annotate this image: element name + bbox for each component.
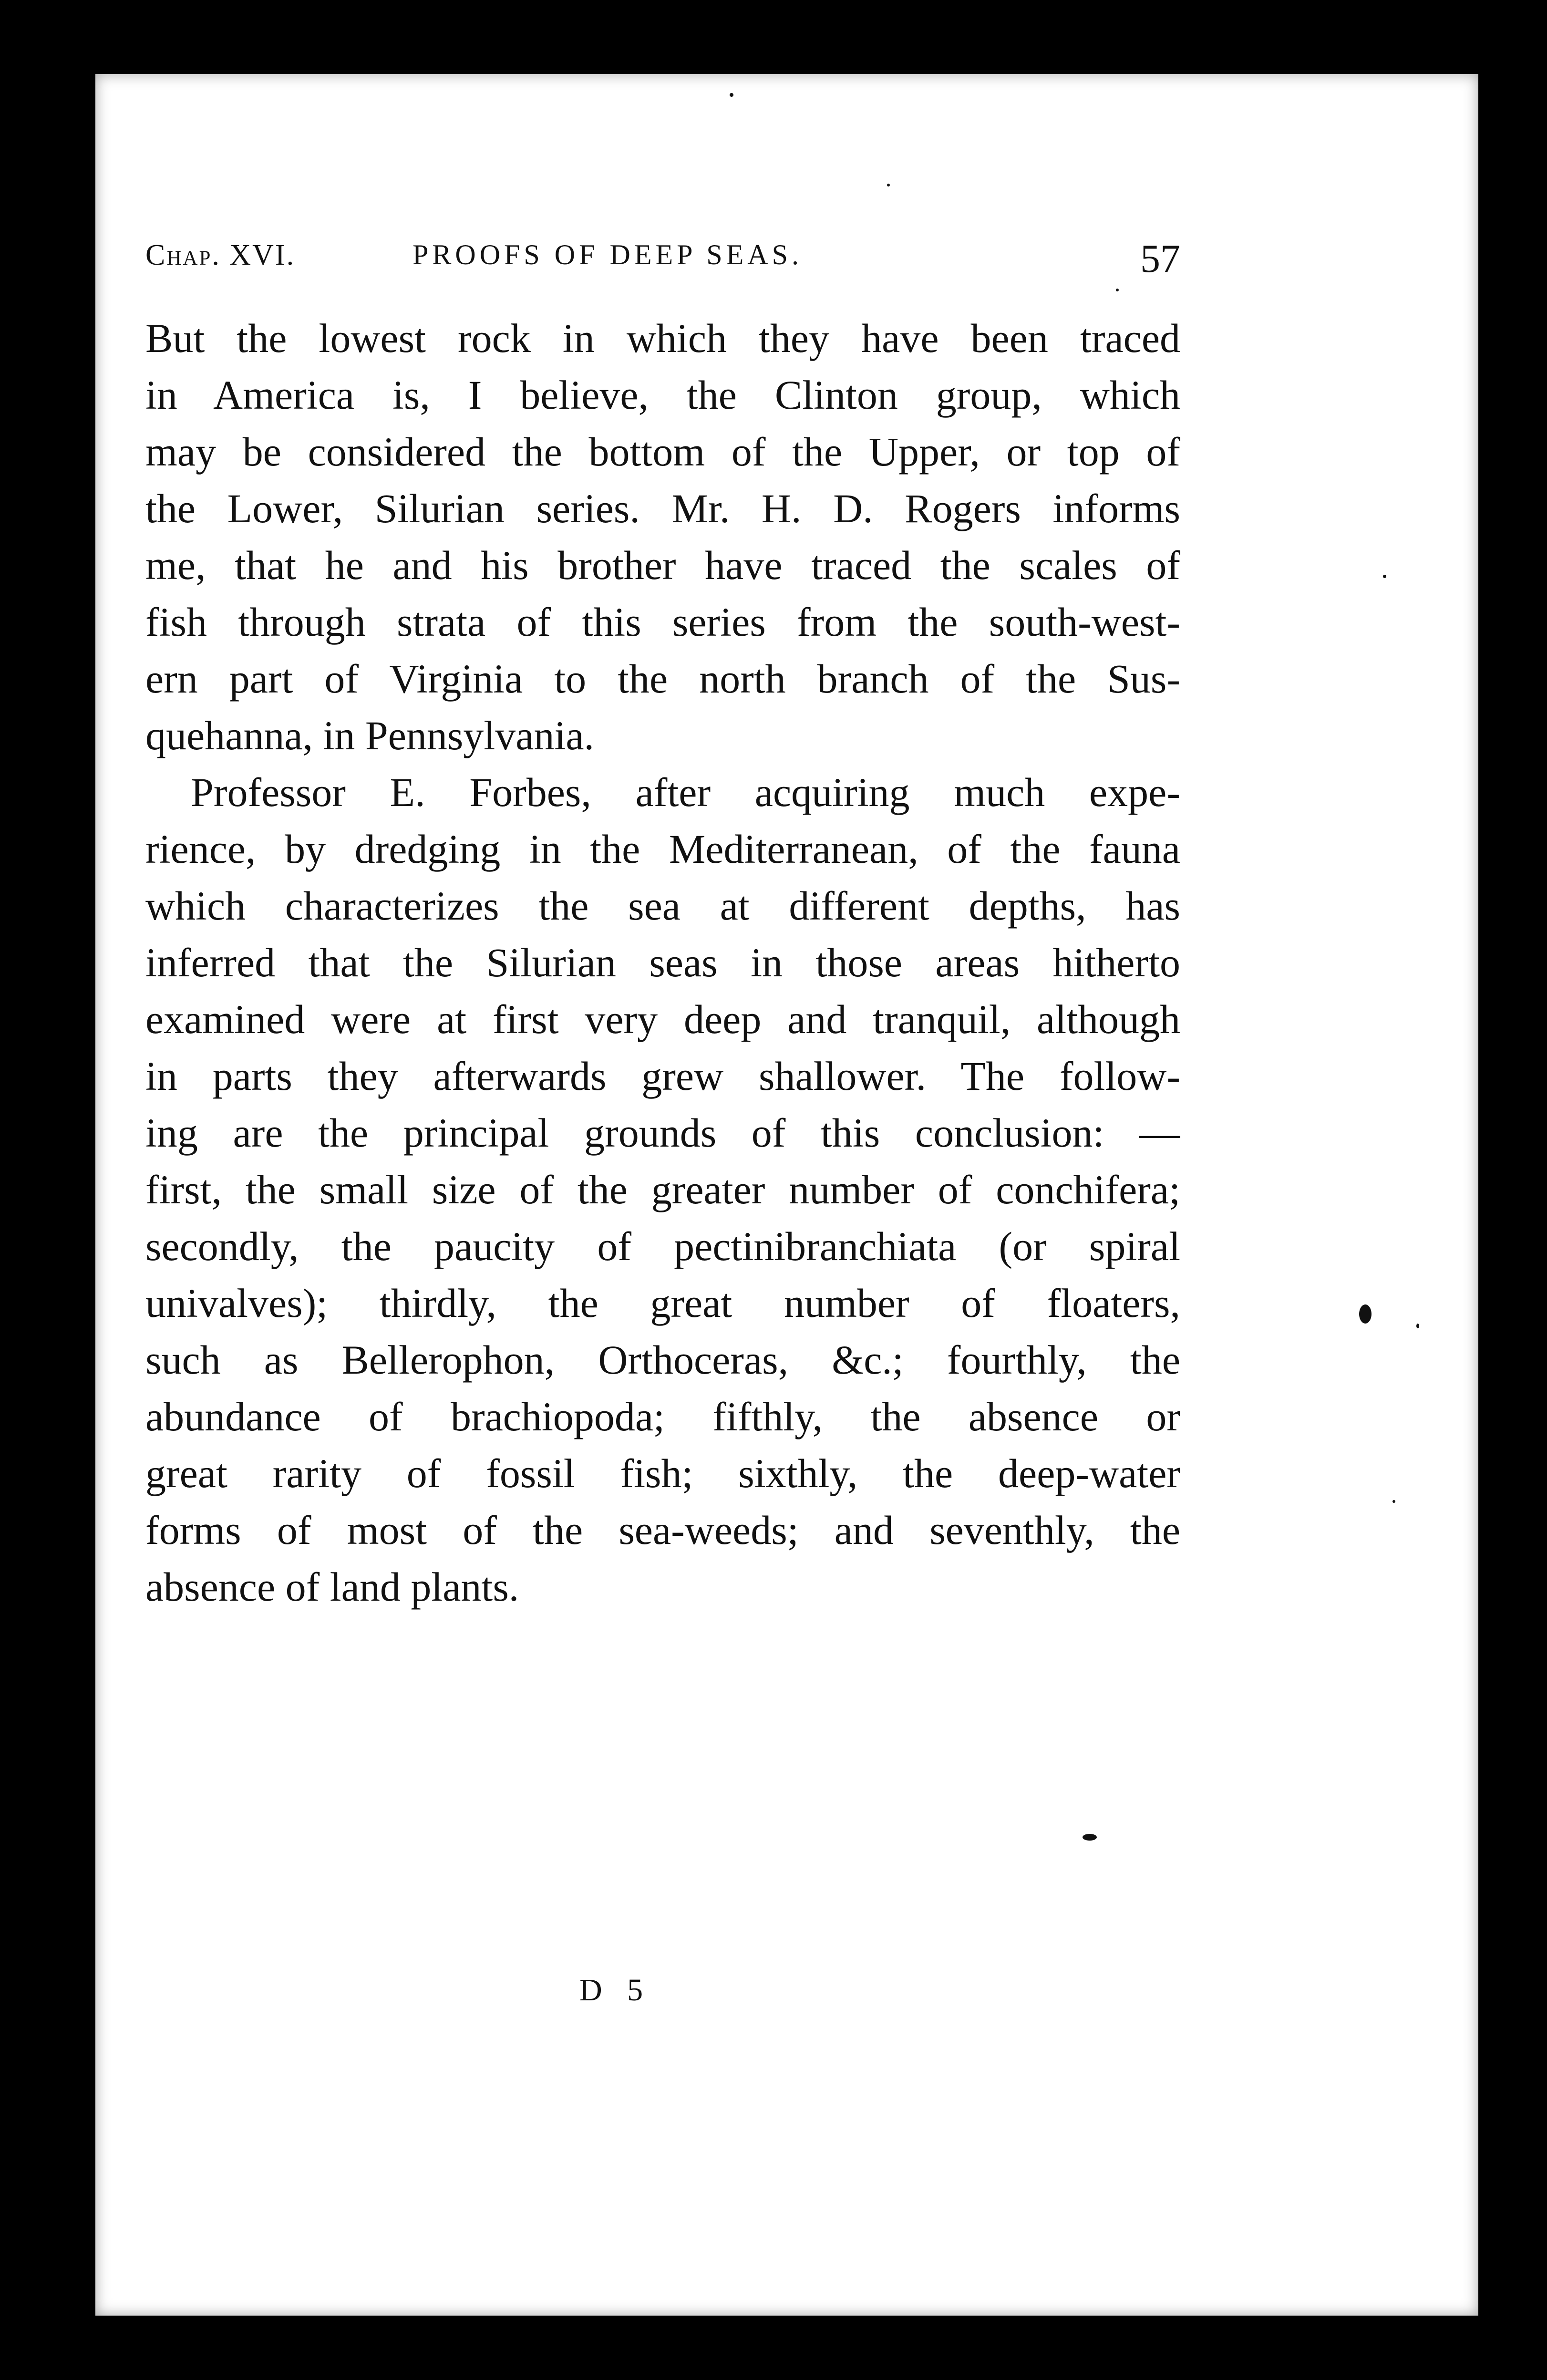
scan-speck <box>1392 1500 1395 1503</box>
text-line: secondly, the paucity of pectinibranchiata (or spiral <box>145 1223 1180 1269</box>
text-line: such as Bellerophon, Orthoceras, &c.; fourthly, the <box>145 1337 1180 1383</box>
text-line: rience, by dredging in the Mediterranean, of the fauna <box>145 826 1180 872</box>
scan-speck <box>1383 575 1386 578</box>
text-line: abundance of brachiopoda; fifthly, the absence or <box>145 1394 1180 1439</box>
scan-speck <box>887 184 890 186</box>
text-line: in America is, I believe, the Clinton group, which <box>145 372 1180 418</box>
text-line: examined were at first very deep and tranquil, although <box>145 996 1180 1042</box>
scan-speck <box>1359 1304 1372 1324</box>
page-number: 57 <box>1140 237 1180 281</box>
running-title: PROOFS OF DEEP SEAS. <box>413 239 803 270</box>
text-line: which characterizes the sea at different depths, has <box>145 883 1180 929</box>
text-line: first, the small size of the greater number of conchifera; <box>145 1167 1180 1212</box>
text-line: univalves); thirdly, the great number of floaters, <box>145 1280 1180 1326</box>
scan-speck <box>1416 1324 1419 1328</box>
text-line: great rarity of fossil fish; sixthly, the deep-water <box>145 1450 1180 1496</box>
text-line: quehanna, in Pennsylvania. <box>145 713 595 758</box>
text-line: ing are the principal grounds of this conclusion: — <box>145 1110 1180 1156</box>
text-line: ern part of Virginia to the north branch of the Sus- <box>145 656 1180 702</box>
text-line: absence of land plants. <box>145 1564 519 1610</box>
text-line: fish through strata of this series from the south-west- <box>145 599 1180 645</box>
signature-mark: D 5 <box>579 1973 652 2007</box>
text-line: But the lowest rock in which they have been traced <box>145 315 1180 361</box>
text-line: forms of most of the sea-weeds; and seventhly, the <box>145 1507 1180 1553</box>
running-header <box>145 238 1180 291</box>
paragraph-2 <box>145 764 1180 1615</box>
text-line: Professor E. Forbes, after acquiring much expe- <box>191 769 1180 815</box>
paragraph-1 <box>145 310 1180 764</box>
scan-speck <box>730 93 733 97</box>
text-line: may be considered the bottom of the Upper, or top of <box>145 429 1180 475</box>
text-line: inferred that the Silurian seas in those areas hitherto <box>145 940 1180 985</box>
scan-speck <box>1083 1834 1097 1841</box>
text-line: in parts they afterwards grew shallower. The follow- <box>145 1053 1180 1099</box>
text-line: me, that he and his brother have traced the scales of <box>145 542 1180 588</box>
body-text <box>145 310 1180 1615</box>
chapter-label: Chap. XVI. <box>145 239 296 271</box>
text-line: the Lower, Silurian series. Mr. H. D. Rogers informs <box>145 486 1180 531</box>
